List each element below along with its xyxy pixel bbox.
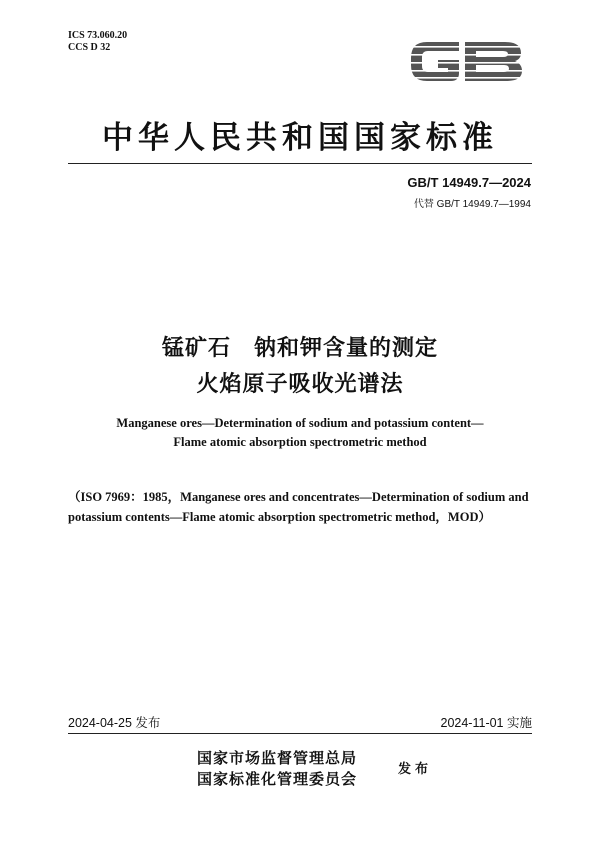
national-standard-title: 中华人民共和国国家标准 xyxy=(102,120,498,156)
issue-date: 2024-04-25 发布 xyxy=(68,716,161,730)
issuer-line1: 国家市场监督管理总局 xyxy=(197,749,358,767)
title-en-line1: Manganese ores—Determination of sodium and potassium content— xyxy=(116,416,484,430)
gb-logo xyxy=(405,34,527,89)
iso-reference-line1: （ISO 7969：1985，Manganese ores and concentrates—Determination of sodium and xyxy=(68,490,529,504)
ics-code: ICS 73.060.20 xyxy=(68,30,128,41)
replaces-standard: 代替 GB/T 14949.7—1994 xyxy=(413,199,531,210)
title-cn-line1: 锰矿石 钠和钾含量的测定 xyxy=(161,336,438,361)
implementation-date: 2024-11-01 实施 xyxy=(440,716,532,730)
title-cn-line2: 火焰原子吸收光谱法 xyxy=(196,372,404,397)
issuer-line2: 国家标准化管理委员会 xyxy=(197,770,358,788)
title-en-line2: Flame atomic absorption spectrometric method xyxy=(173,435,427,449)
header-rule xyxy=(68,163,532,164)
publish-label: 发布 xyxy=(398,762,433,777)
ics-block xyxy=(68,30,127,54)
ccs-code: CCS D 32 xyxy=(68,42,111,53)
standard-number: GB/T 14949.7—2024 xyxy=(407,175,531,190)
footer-rule xyxy=(68,733,532,734)
iso-reference-line2: potassium contents—Flame atomic absorption spectrometric method，MOD） xyxy=(68,510,491,524)
